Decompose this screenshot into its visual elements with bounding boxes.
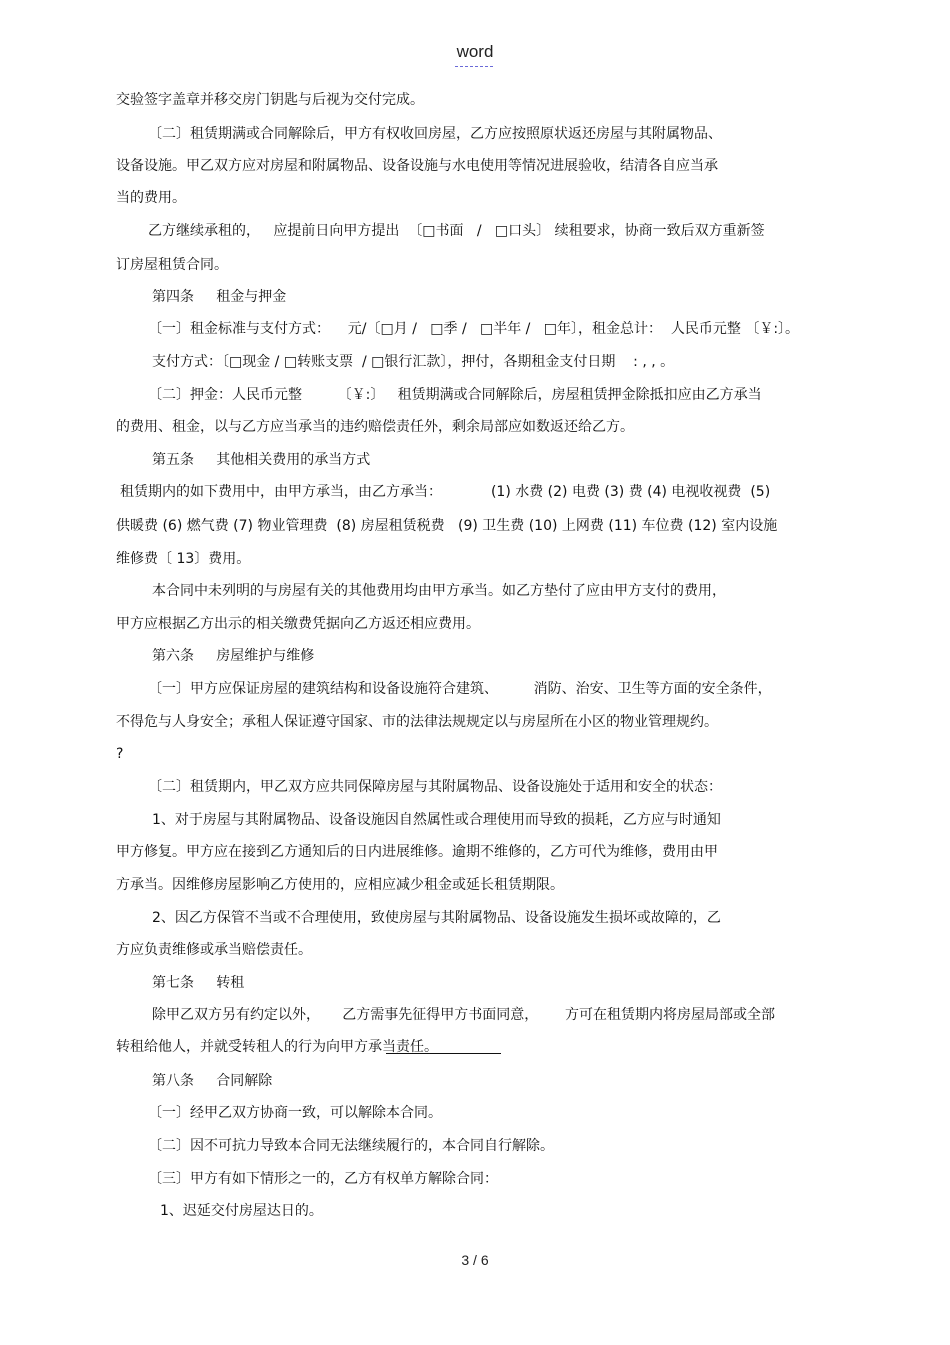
text-line: 〔三〕甲方有如下情形之一的，乙方有权单方解除合同：	[148, 1171, 498, 1187]
text-line: 2、因乙方保管不当或不合理使用，致使房屋与其附属物品、设备设施发生损坏或故障的，乙	[152, 910, 721, 926]
text-line: 租赁期内的如下费用中，由甲方承当，由乙方承当： (1) 水费 (2) 电费 (3) 费 (4) 电视收视费 (5)	[120, 484, 771, 500]
underline-rule	[386, 1053, 501, 1054]
text-line: 供暖费 (6) 燃气费 (7) 物业管理费 (8) 房屋租赁税费 (9) 卫生费 (10) 上网费 (11) 车位费 (12) 室内设施	[116, 518, 778, 534]
section-heading: 第八条 合同解除	[152, 1073, 273, 1089]
text-line: 交验签字盖章并移交房门钥匙与后视为交付完成。	[116, 92, 424, 108]
text-line: 方应负责维修或承当赔偿责任。	[116, 942, 312, 958]
text-line: 当的费用。	[116, 190, 186, 206]
text-line: 订房屋租赁合同。	[116, 257, 228, 273]
text-line: 〔一〕甲方应保证房屋的建筑结构和设备设施符合建筑、 消防、治安、卫生等方面的安全条件，	[148, 681, 772, 697]
text-line: 维修费〔 13〕费用。	[116, 551, 251, 567]
text-line: 支付方式：〔□现金 / □转账支票 / □银行汇款〕，押付，各期租金支付日期 : , , 。	[152, 354, 675, 370]
text-line: 转租给他人，并就受转租人的行为向甲方承当责任。	[116, 1039, 438, 1055]
section-heading: 第七条 转租	[152, 975, 245, 991]
text-line: 不得危与人身安全；承租人保证遵守国家、市的法律法规规定以与房屋所在小区的物业管理规约。	[116, 714, 718, 730]
text-line: 本合同中未列明的与房屋有关的其他费用均由甲方承当。如乙方垫付了应由甲方支付的费用，	[152, 583, 726, 599]
text-line: ?	[116, 746, 124, 762]
text-line: 甲方修复。甲方应在接到乙方通知后的日内进展维修。逾期不维修的，乙方可代为维修，费用由甲	[116, 844, 718, 860]
text-line: 〔二〕租赁期内，甲乙双方应共同保障房屋与其附属物品、设备设施处于适用和安全的状态：	[148, 779, 722, 795]
text-line: 1、迟延交付房屋达日的。	[160, 1203, 323, 1219]
section-heading: 第五条 其他相关费用的承当方式	[152, 452, 371, 468]
text-line: 〔一〕经甲乙双方协商一致，可以解除本合同。	[148, 1105, 442, 1121]
section-heading: 第六条 房屋维护与维修	[152, 648, 315, 664]
text-line: 除甲乙双方另有约定以外， 乙方需事先征得甲方书面同意， 方可在租赁期内将房屋局部或全部	[152, 1007, 775, 1023]
text-line: 的费用、租金，以与乙方应当承当的违约赔偿责任外，剩余局部应如数返还给乙方。	[116, 419, 634, 435]
text-line: 1、对于房屋与其附属物品、设备设施因自然属性或合理使用而导致的损耗，乙方应与时通知	[152, 812, 721, 828]
text-line: 〔一〕租金标准与支付方式： 元/〔□月 / □季 / □半年 / □年〕，租金总计： 人民币元整 〔￥:〕。	[148, 321, 800, 337]
text-line: 乙方继续承租的， 应提前日向甲方提出 〔□书面 / □口头〕 续租要求，协商一致后双方重新签	[148, 223, 765, 239]
header-underline	[455, 66, 493, 67]
text-line: 设备设施。甲乙双方应对房屋和附属物品、设备设施与水电使用等情况进展验收，结清各自应当承	[116, 158, 718, 174]
text-line: 〔二〕租赁期满或合同解除后，甲方有权收回房屋，乙方应按照原状返还房屋与其附属物品、	[148, 126, 722, 142]
page-number: 3 / 6	[461, 1252, 489, 1268]
text-line: 〔二〕因不可抗力导致本合同无法继续履行的，本合同自行解除。	[148, 1138, 554, 1154]
text-line: 方承当。因维修房屋影响乙方使用的，应相应减少租金或延长租赁期限。	[116, 877, 564, 893]
page-header-title: word	[456, 42, 494, 61]
section-heading: 第四条 租金与押金	[152, 289, 287, 305]
text-line: 〔二〕押金：人民币元整 〔￥:〕 租赁期满或合同解除后，房屋租赁押金除抵扣应由乙方承当	[148, 387, 762, 403]
text-line: 甲方应根据乙方出示的相关缴费凭据向乙方返还相应费用。	[116, 616, 480, 632]
